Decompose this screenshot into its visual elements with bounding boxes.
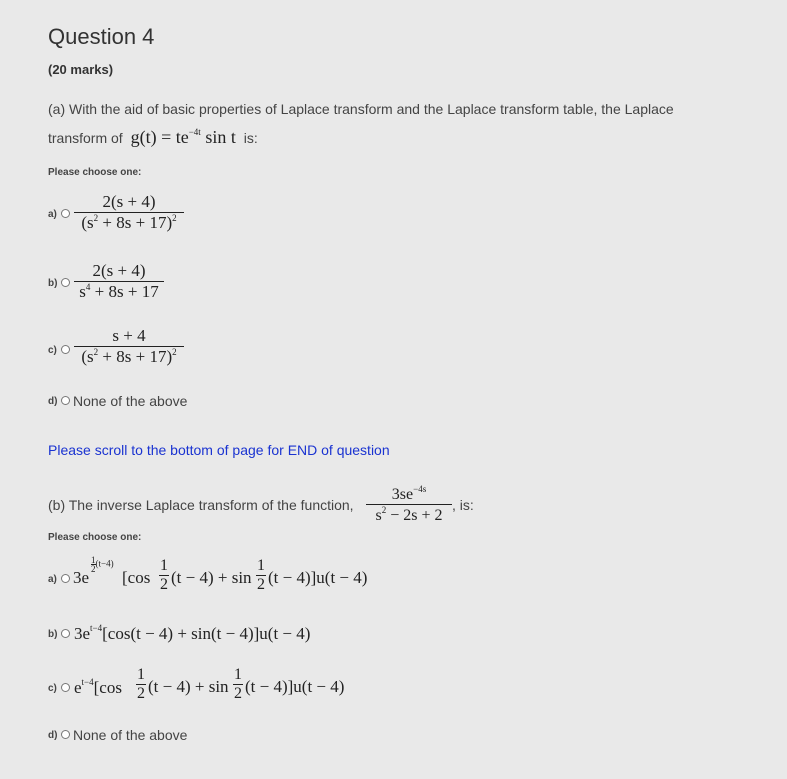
expr-sup: t−4 xyxy=(90,623,103,633)
question-marks: (20 marks) xyxy=(48,62,114,77)
part-a-option-b-fraction xyxy=(74,261,164,302)
part-b-choose-label: Please choose one: xyxy=(48,532,142,543)
expr-rest: [cos(t − 4) + sin(t − 4)]u(t − 4) xyxy=(102,624,311,643)
expr-pre: 3e xyxy=(74,624,91,643)
half-num: 1 xyxy=(137,666,145,683)
half-den: 2 xyxy=(234,685,242,702)
part-a-option-d-label: d) xyxy=(48,396,58,407)
part-a-option-a-num: 2(s + 4) xyxy=(102,192,156,211)
exp-frac-num: 1 xyxy=(91,555,96,565)
part-a-option-d-text: None of the above xyxy=(73,393,188,409)
part-b-option-c-half2 xyxy=(233,666,243,703)
func-num: 3se xyxy=(391,486,414,503)
part-b-option-c-coef xyxy=(74,677,122,698)
part-a-option-c-label: c) xyxy=(48,345,57,356)
part-b-option-a-expr xyxy=(73,568,89,588)
func-den-pre: s xyxy=(375,507,382,524)
part-b-is: , is: xyxy=(452,497,474,513)
part-b-option-d-text: None of the above xyxy=(73,727,188,743)
part-a-function xyxy=(131,127,236,147)
part-a-option-b-label: b) xyxy=(48,278,58,289)
part-b-function xyxy=(366,484,452,525)
den-pre: (s xyxy=(81,347,94,366)
part-a-option-c-fraction xyxy=(74,326,184,367)
part-b-text: (b) The inverse Laplace transform of the function, xyxy=(48,497,354,513)
func-den-rest: − 2s + 2 xyxy=(386,507,443,524)
part-b-option-a-arg: (t − 4) + sin xyxy=(171,568,252,587)
den-mid: + 8s + 17 xyxy=(90,282,159,301)
part-b-option-c-arg2: (t − 4)]u(t − 4) xyxy=(245,677,345,696)
part-b-option-a-arg2: (t − 4)]u(t − 4) xyxy=(268,568,368,587)
den-mid: + 8s + 17) xyxy=(98,347,173,366)
part-a-func-exp: −4t xyxy=(188,127,201,137)
part-a-func-main: g(t) = te xyxy=(130,127,189,147)
cos: [cos xyxy=(93,678,122,697)
question-title: Question 4 xyxy=(48,24,155,49)
part-a-option-b-radio[interactable] xyxy=(61,278,70,287)
func-num-exp: −4s xyxy=(413,484,427,494)
exp-rest: (t−4) xyxy=(95,558,114,569)
coef: e xyxy=(74,678,82,697)
half-den: 2 xyxy=(257,576,265,593)
exp-frac-den: 2 xyxy=(91,564,96,574)
part-a-option-c-den xyxy=(74,346,184,367)
den-sup2: 2 xyxy=(172,213,177,223)
den-pre: s xyxy=(79,282,86,301)
den-sup: 4 xyxy=(85,282,91,292)
den-pre: (s xyxy=(81,213,94,232)
part-b-option-d-label: d) xyxy=(48,730,58,741)
part-a-option-a-fraction xyxy=(74,192,184,233)
part-b-option-a-radio[interactable] xyxy=(61,574,70,583)
part-b-option-c-half1 xyxy=(136,666,146,703)
part-a-transform-of: transform of xyxy=(48,130,123,146)
part-a-text-line2 xyxy=(48,121,258,149)
half-den: 2 xyxy=(137,685,145,702)
part-b-option-a-exponent xyxy=(91,556,114,573)
part-a-option-d-radio[interactable] xyxy=(61,396,70,405)
part-a-option-b-den xyxy=(74,281,164,302)
part-b-option-b-label: b) xyxy=(48,629,58,640)
part-a-is: is: xyxy=(243,130,258,146)
part-b-option-a-half1 xyxy=(159,557,169,594)
part-a-option-a-label: a) xyxy=(48,209,57,220)
part-b-option-c-arg: (t − 4) + sin xyxy=(148,677,229,696)
part-a-choose-label: Please choose one: xyxy=(48,167,142,178)
part-a-option-b-num: 2(s + 4) xyxy=(92,261,146,280)
func-den-sup: 2 xyxy=(381,505,387,515)
part-b-option-b-radio[interactable] xyxy=(61,629,70,638)
half-den: 2 xyxy=(160,576,168,593)
part-b-func-num xyxy=(366,484,452,504)
part-a-option-c-num: s + 4 xyxy=(112,326,146,345)
den-sup2: 2 xyxy=(172,347,177,357)
part-b-func-den xyxy=(366,504,452,525)
part-b-option-d-radio[interactable] xyxy=(61,730,70,739)
part-a-text-line1: (a) With the aid of basic properties of Laplace transform and the Laplace transform table, the Laplace xyxy=(48,101,674,117)
scroll-notice: Please scroll to the bottom of page for END of question xyxy=(48,442,390,458)
den-sup: 2 xyxy=(93,347,99,357)
part-a-option-a-den xyxy=(74,212,184,233)
part-a-option-c-radio[interactable] xyxy=(61,345,70,354)
half-num: 1 xyxy=(160,557,168,574)
part-b-option-c-label: c) xyxy=(48,683,57,694)
half-num: 1 xyxy=(257,557,265,574)
den-sup: 2 xyxy=(93,213,99,223)
part-b-option-a-half2 xyxy=(256,557,266,594)
den-mid: + 8s + 17) xyxy=(98,213,173,232)
half-num: 1 xyxy=(234,666,242,683)
part-b-option-c-radio[interactable] xyxy=(61,683,70,692)
part-b-option-a-label: a) xyxy=(48,574,57,585)
part-b-option-b-expr xyxy=(74,623,310,644)
part-a-func-sin: sin t xyxy=(205,127,236,147)
part-a-option-a-radio[interactable] xyxy=(61,209,70,218)
coef: 3e xyxy=(73,568,90,587)
coef-sup: t−4 xyxy=(81,677,94,687)
part-b-option-a-cos: [cos xyxy=(122,568,151,587)
